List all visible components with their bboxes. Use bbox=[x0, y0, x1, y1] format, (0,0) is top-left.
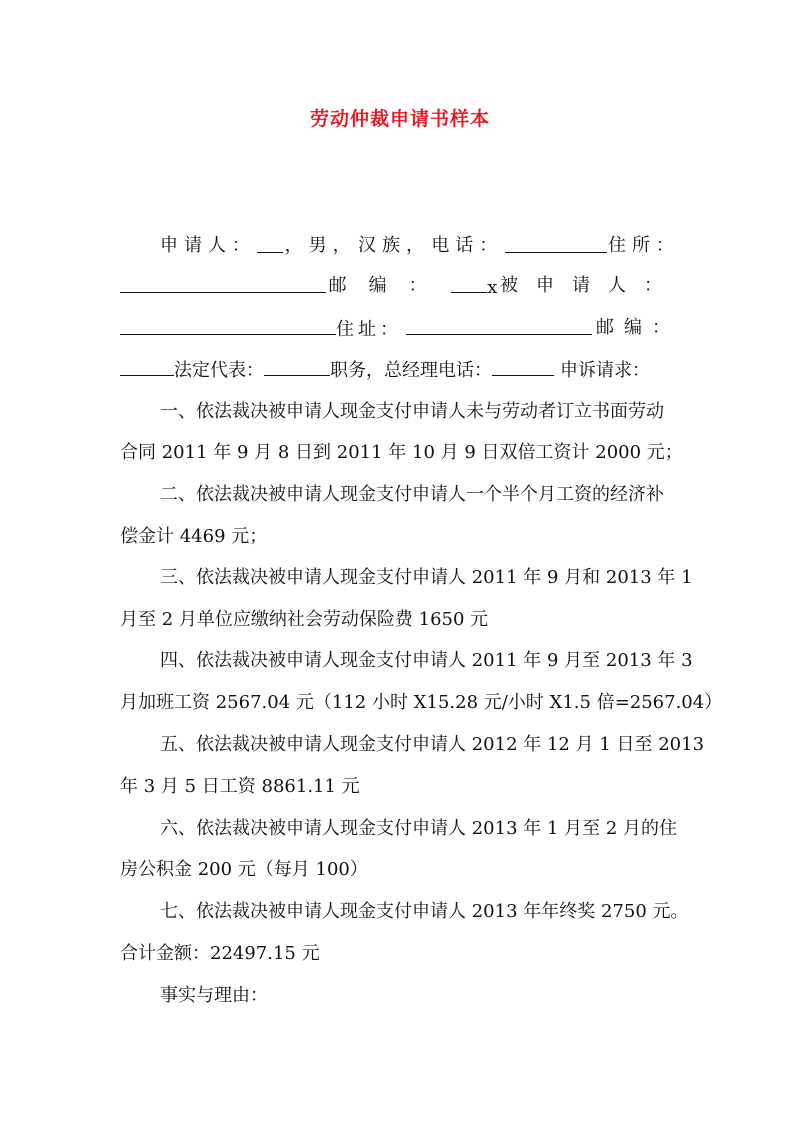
applicant-phone-label: 电话： bbox=[431, 235, 504, 256]
facts-heading: 事实与理由： bbox=[160, 985, 268, 1006]
claim-7-line-1: 七、依法裁决被申请人现金支付申请人 2013 年年终奖 2750 元。 bbox=[160, 901, 689, 922]
respondent-name-blank bbox=[120, 316, 336, 335]
claims-label: 申诉请求： bbox=[560, 360, 650, 381]
claim-2-line-2: 偿金计 4469 元； bbox=[120, 526, 268, 547]
applicant-address-blank bbox=[120, 274, 326, 293]
representative-blank bbox=[264, 357, 330, 376]
applicant-line-2 bbox=[120, 274, 680, 300]
representative-line bbox=[120, 357, 680, 383]
applicant-name-blank bbox=[257, 234, 283, 253]
applicant-address-label: 住所： bbox=[607, 235, 680, 256]
respondent-line bbox=[120, 316, 680, 342]
applicant-line-1 bbox=[160, 234, 680, 258]
applicant-zip-group bbox=[451, 274, 497, 300]
respondent-address-blank bbox=[406, 316, 592, 335]
respondent-address-label: 住址： bbox=[336, 319, 402, 340]
claim-6-line-2: 房公积金 200 元（每月 100） bbox=[120, 859, 368, 880]
applicant-label: 申请人： bbox=[160, 235, 256, 256]
applicant-zip-blank bbox=[451, 274, 487, 293]
claim-5-line-1: 五、依法裁决被申请人现金支付申请人 2012 年 12 月 1 日至 2013 bbox=[160, 734, 705, 755]
claim-1-line-1: 一、依法裁决被申请人现金支付申请人未与劳动者订立书面劳动 bbox=[160, 401, 664, 422]
claim-3-line-1: 三、依法裁决被申请人现金支付申请人 2011 年 9 月和 2013 年 1 bbox=[160, 567, 693, 588]
claim-5-line-2: 年 3 月 5 日工资 8861.11 元 bbox=[120, 776, 360, 797]
claim-6-line-1: 六、依法裁决被申请人现金支付申请人 2013 年 1 月至 2 月的住 bbox=[160, 818, 678, 839]
claim-3-line-2: 月至 2 月单位应缴纳社会劳动保险费 1650 元 bbox=[120, 609, 489, 630]
document-title: 劳动仲裁申请书样本 bbox=[309, 108, 490, 130]
respondent-name-group bbox=[120, 316, 402, 342]
representative-label: 法定代表： bbox=[174, 360, 264, 381]
respondent-zip-label: 邮编： bbox=[596, 317, 680, 338]
total-amount-line: 合计金额：22497.15 元 bbox=[120, 943, 320, 964]
applicant-zip-label: 邮编： bbox=[328, 275, 449, 296]
claim-4-line-2: 月加班工资 2567.04 元（112 小时 X15.28 元/小时 X1.5 倍=2567.04） bbox=[120, 692, 723, 713]
respondent-label: 被申请人： bbox=[499, 275, 680, 296]
applicant-zip-suffix: x bbox=[487, 277, 498, 298]
claim-2-line-1: 二、依法裁决被申请人现金支付申请人一个半个月工资的经济补 bbox=[160, 484, 664, 505]
applicant-gender: ，男， bbox=[284, 235, 357, 256]
applicant-phone-blank bbox=[505, 234, 607, 253]
position-phone-blank bbox=[492, 357, 554, 376]
claim-1-line-2: 合同 2011 年 9 月 8 日到 2011 年 10 月 9 日双倍工资计 2000 元； bbox=[120, 442, 683, 463]
applicant-ethnicity: 汉族， bbox=[357, 235, 430, 256]
position-label: 职务，总经理电话： bbox=[330, 360, 492, 381]
respondent-zip-blank bbox=[120, 357, 174, 376]
claim-4-line-1: 四、依法裁决被申请人现金支付申请人 2011 年 9 月至 2013 年 3 bbox=[160, 650, 693, 671]
